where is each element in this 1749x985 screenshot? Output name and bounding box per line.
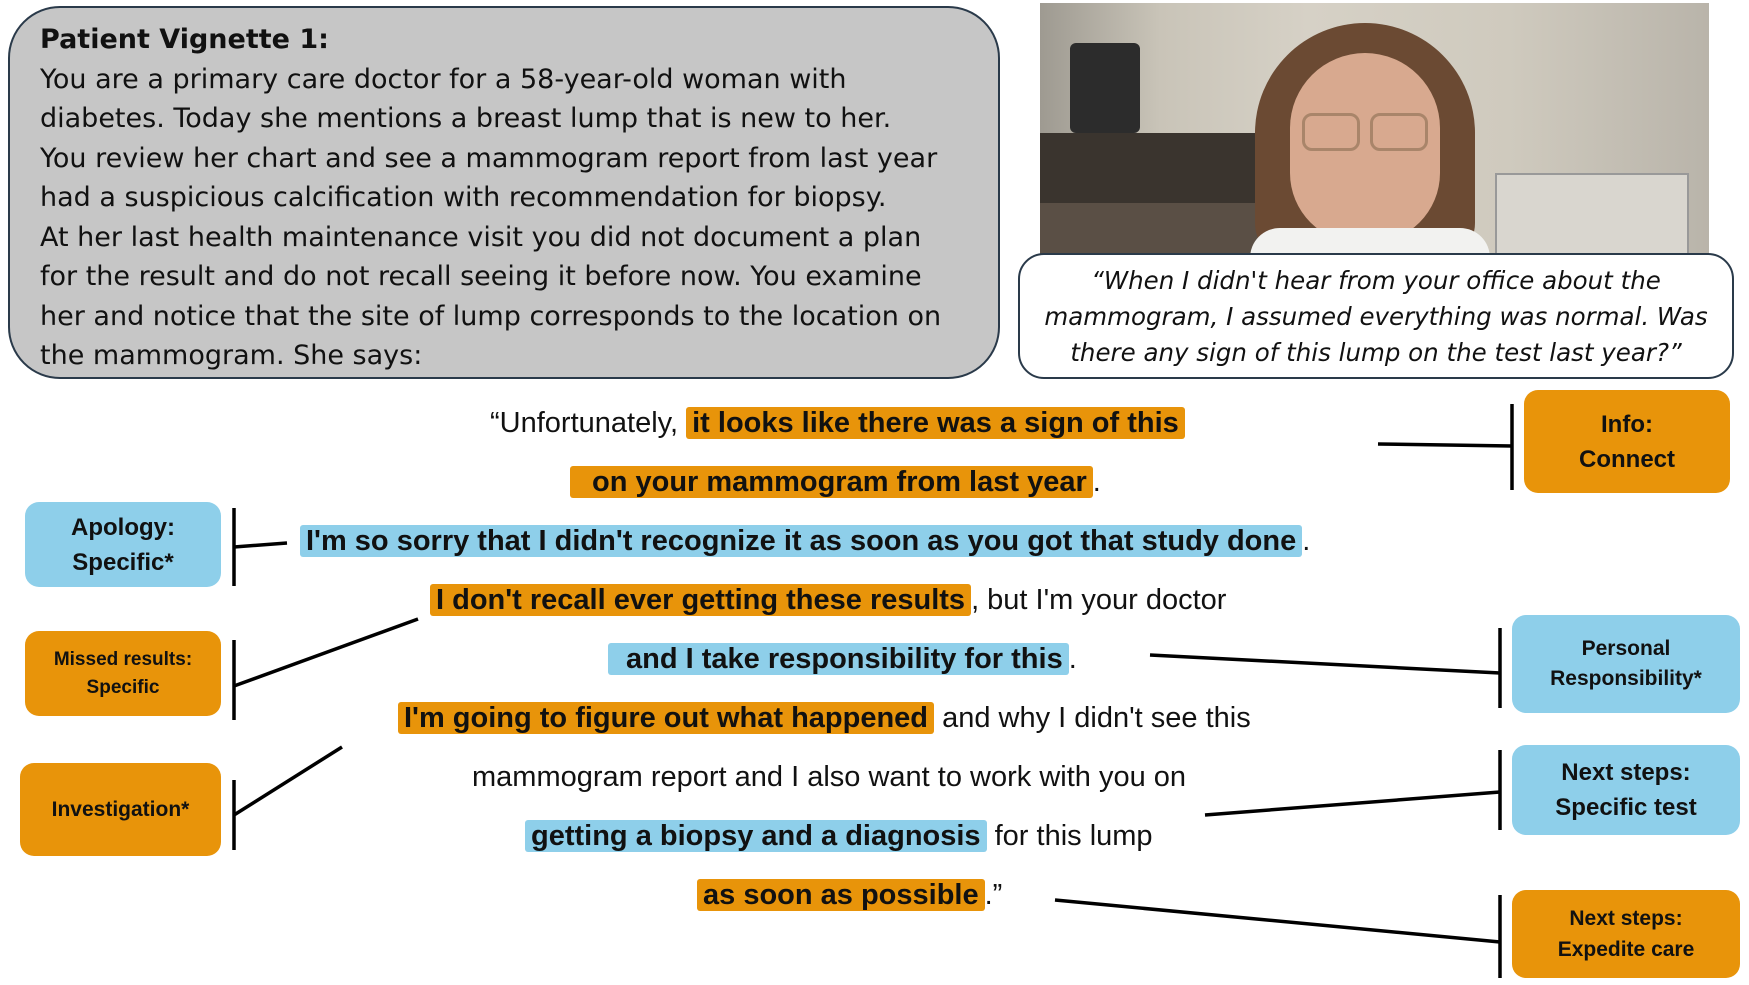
- quote-line: there any sign of this lump on the test last year?”: [1070, 338, 1682, 367]
- label-line: Specific: [86, 676, 160, 698]
- label-next-steps-expedite: [1512, 890, 1740, 978]
- label-line: Specific*: [72, 548, 174, 576]
- vignette-line: for the result and do not recall seeing it before now. You examine: [40, 261, 922, 292]
- quote-line: mammogram, I assumed everything was normal. Was: [1044, 302, 1708, 331]
- response-text: , but I'm your doctor: [971, 584, 1227, 616]
- label-next-steps-test: [1512, 745, 1740, 835]
- vignette-line: At her last health maintenance visit you did not document a plan: [40, 221, 922, 253]
- label-line: Investigation*: [51, 797, 190, 821]
- label-line: Personal: [1581, 637, 1671, 660]
- highlight-missed-results: I don't recall ever getting these results: [430, 584, 971, 616]
- highlight-info-connect: on your mammogram from last year: [570, 466, 1093, 498]
- response-line-2: [570, 462, 1101, 502]
- highlight-investigation: I'm going to figure out what happened: [398, 702, 934, 734]
- response-line-9: [697, 875, 1002, 915]
- vignette-line: diabetes. Today she mentions a breast lump that is new to her.: [40, 103, 892, 134]
- vignette-line: her and notice that the site of lump corresponds to the location on: [40, 300, 942, 332]
- highlight-apology: I'm so sorry that I didn't recognize it as soon as you got that study done: [300, 525, 1302, 557]
- quote-line: “When I didn't hear from your office about the: [1091, 266, 1661, 295]
- response-text: for this lump: [986, 820, 1153, 852]
- label-line: Info:: [1601, 410, 1653, 438]
- response-text: .: [1068, 643, 1077, 675]
- response-line-4: [430, 580, 1226, 620]
- label-line: Next steps:: [1569, 907, 1683, 930]
- response-line-3: [300, 521, 1310, 561]
- label-line: Connect: [1579, 445, 1675, 473]
- highlight-info-connect: it looks like there was a sign of this: [686, 407, 1185, 439]
- response-text: “Unfortunately,: [490, 407, 687, 439]
- label-missed-results: [25, 631, 221, 716]
- connector-personal: [1150, 655, 1500, 673]
- label-line: Specific test: [1555, 794, 1697, 821]
- response-line-1: [490, 403, 1185, 443]
- highlight-next-steps-expedite: as soon as possible: [697, 879, 985, 911]
- connector-next-test: [1205, 792, 1500, 815]
- response-text: .”: [984, 879, 1003, 911]
- label-line: Responsibility*: [1550, 667, 1702, 690]
- connector-apology: [234, 543, 287, 547]
- response-text: and why I didn't see this: [934, 702, 1251, 734]
- label-line: Expedite care: [1557, 938, 1695, 961]
- vignette-line: the mammogram. She says:: [40, 340, 423, 371]
- response-text: mammogram report and I also want to work with you on: [472, 761, 1187, 793]
- response-text: .: [1092, 466, 1101, 498]
- connector-info: [1378, 444, 1512, 446]
- response-text: .: [1302, 525, 1311, 557]
- label-info-connect: [1524, 390, 1730, 493]
- highlight-personal-responsibility: and I take responsibility for this: [608, 643, 1069, 675]
- vignette-line: had a suspicious calcification with recommendation for biopsy.: [40, 182, 887, 213]
- label-personal-responsibility: [1512, 615, 1740, 713]
- label-line: Next steps:: [1561, 759, 1691, 786]
- highlight-next-steps-test: getting a biopsy and a diagnosis: [525, 820, 987, 852]
- connector-next-expedite: [1055, 900, 1500, 942]
- label-investigation: [20, 763, 221, 856]
- vignette-title: Patient Vignette 1:: [40, 24, 329, 55]
- vignette-line: You review her chart and see a mammogram report from last year: [40, 142, 938, 174]
- label-apology: [25, 502, 221, 587]
- response-line-5: [608, 639, 1077, 679]
- label-line: Apology:: [71, 513, 175, 541]
- connector-missed: [234, 619, 418, 686]
- response-line-8: [525, 816, 1153, 856]
- vignette-line: You are a primary care doctor for a 58-year-old woman with: [40, 63, 847, 95]
- response-line-7: [472, 757, 1186, 797]
- response-line-6: [398, 698, 1251, 738]
- label-line: Missed results:: [53, 648, 193, 670]
- connector-investigation: [234, 747, 342, 815]
